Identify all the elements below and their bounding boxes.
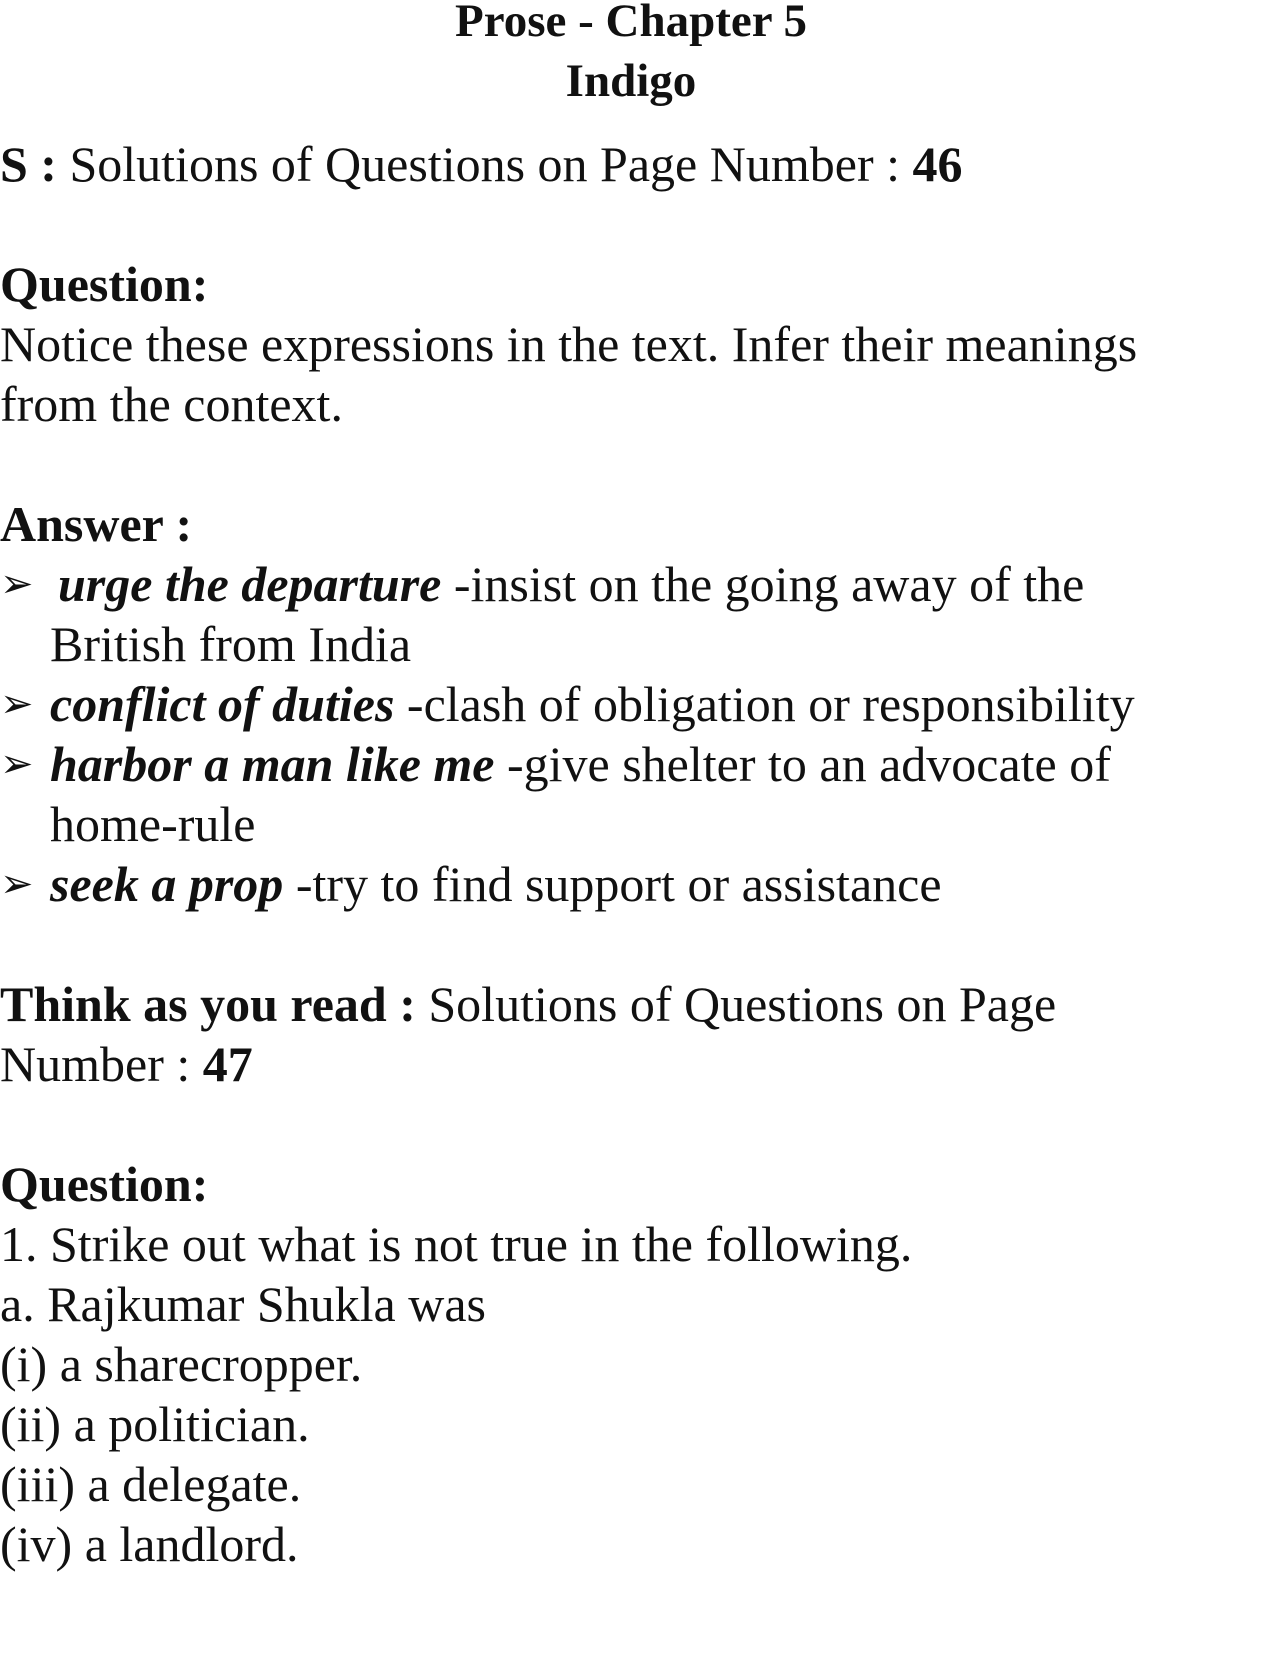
question-stem: a. Rajkumar Shukla was	[0, 1276, 487, 1332]
answer-meaning: -insist on the going away of the	[453, 556, 1085, 612]
answer-term: urge the departure	[58, 556, 442, 612]
section-label: Think as you read :	[0, 976, 416, 1032]
chapter-subtitle: Indigo	[565, 55, 697, 107]
question-instruction: 1. Strike out what is not true in the following.	[0, 1216, 913, 1272]
arrow-bullet-icon: ➢	[0, 861, 34, 906]
arrow-bullet-icon: ➢	[0, 741, 34, 786]
section-text: Solutions of Questions on Page Number :	[69, 136, 900, 192]
question-text-line-2: from the context.	[0, 376, 343, 432]
section-page-46	[0, 132, 963, 196]
answer-heading-text: Answer :	[0, 496, 193, 552]
question-heading-text: Question:	[0, 1156, 209, 1212]
section-page-47	[0, 972, 1056, 1036]
option-ii: (ii) a politician.	[0, 1396, 310, 1452]
page-number: 46	[912, 136, 963, 192]
option-iii: (iii) a delegate.	[0, 1456, 302, 1512]
option-iv: (iv) a landlord.	[0, 1516, 299, 1572]
answer-meaning-continued: home-rule	[50, 796, 256, 852]
arrow-bullet-icon: ➢	[0, 681, 34, 726]
answer-term: conflict of duties	[50, 676, 395, 732]
question-heading	[0, 1152, 208, 1216]
question-heading-text: Question:	[0, 256, 209, 312]
answer-item	[50, 732, 1111, 796]
answer-term: seek a prop	[50, 856, 284, 912]
section-text: Solutions of Questions on Page	[428, 976, 1057, 1032]
section-page-47-continued	[0, 1032, 253, 1096]
question-heading	[0, 252, 208, 316]
option-i: (i) a sharecropper.	[0, 1336, 363, 1392]
answer-item	[50, 852, 942, 916]
answer-heading	[0, 492, 192, 556]
answer-meaning: -give shelter to an advocate of	[506, 736, 1111, 792]
section-label: S :	[0, 136, 57, 192]
answer-item	[50, 672, 1135, 736]
answer-meaning: -try to find support or assistance	[295, 856, 942, 912]
answer-meaning: -clash of obligation or responsibility	[406, 676, 1135, 732]
answer-item	[58, 552, 1084, 616]
page-number: 47	[202, 1036, 253, 1092]
question-text-line-1: Notice these expressions in the text. Infer their meanings	[0, 316, 1138, 372]
arrow-bullet-icon: ➢	[0, 561, 34, 606]
section-text: Number :	[0, 1036, 191, 1092]
chapter-title: Prose - Chapter 5	[454, 0, 808, 47]
answer-term: harbor a man like me	[50, 736, 495, 792]
answer-meaning-continued: British from India	[50, 616, 412, 672]
